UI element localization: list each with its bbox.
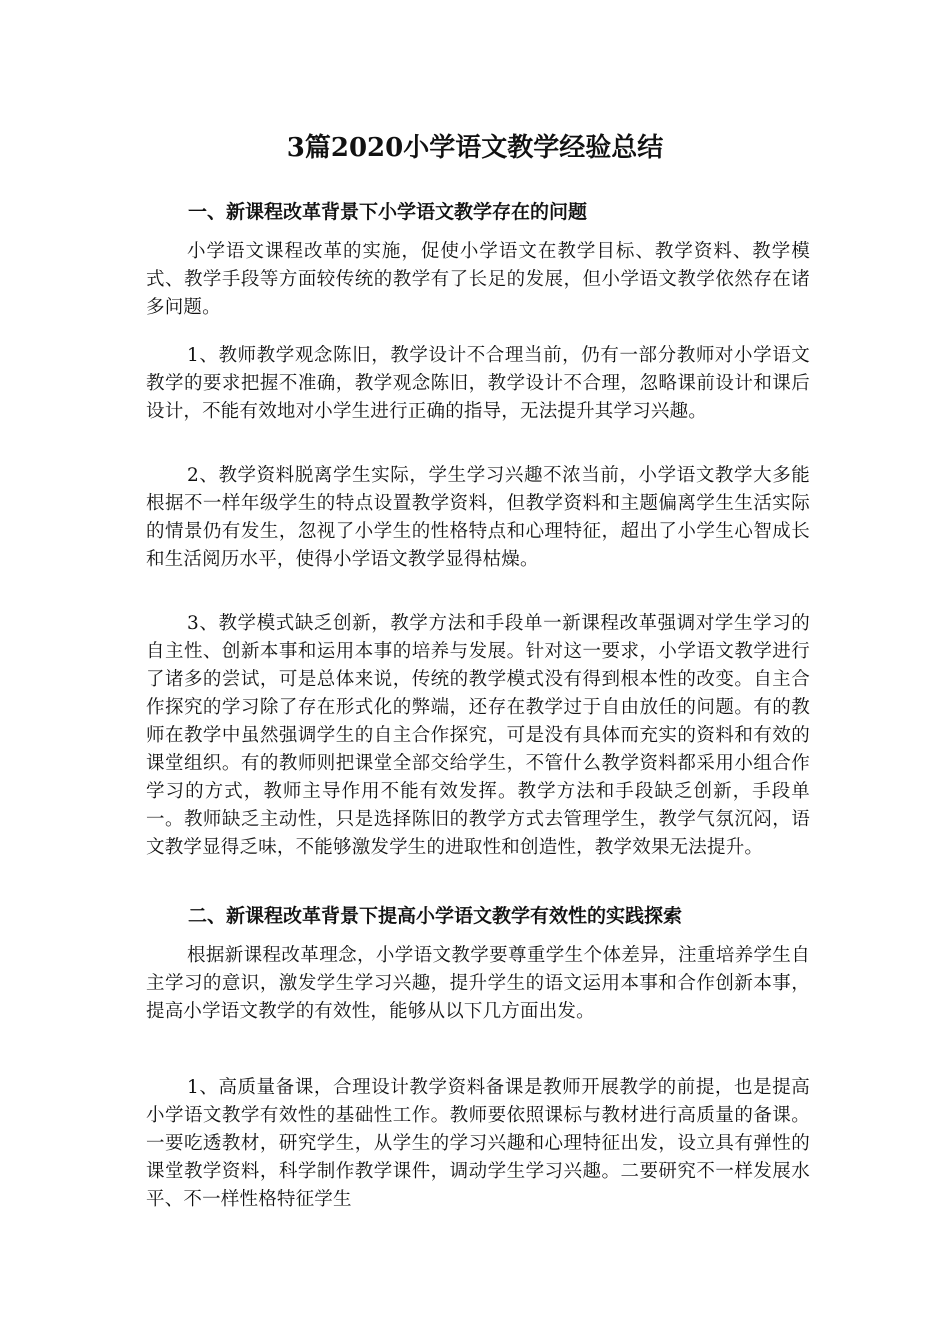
section-heading-1: 一、新课程改革背景下小学语文教学存在的问题 (188, 201, 588, 223)
section-heading-2: 二、新课程改革背景下提高小学语文教学有效性的实践探索 (188, 905, 683, 927)
paragraph: 2、教学资料脱离学生实际，学生学习兴趣不浓当前，小学语文教学大多能根据不一样年级学生的特点设置教学资料，但教学资料和主题偏离学生生活实际的情景仍有发生，忽视了小学生的性格特点和心理特征，超出了小学生心智成长和生活阅历水平，使得小学语文教学显得枯燥。 (146, 465, 810, 570)
paragraph: 根据新课程改革理念，小学语文教学要尊重学生个体差异，注重培养学生自主学习的意识，激发学生学习兴趣，提升学生的语文运用本事和合作创新本事，提高小学语文教学的有效性，能够从以下几方面出发。 (146, 945, 810, 1022)
document-title: 3篇2020小学语文教学经验总结 (286, 133, 664, 163)
paragraph: 1、教师教学观念陈旧，教学设计不合理当前，仍有一部分教师对小学语文教学的要求把握不准确，教学观念陈旧，教学设计不合理，忽略课前设计和课后设计，不能有效地对小学生进行正确的指导，无法提升其学习兴趣。 (146, 345, 810, 422)
paragraph: 3、教学模式缺乏创新，教学方法和手段单一新课程改革强调对学生学习的自主性、创新本事和运用本事的培养与发展。针对这一要求，小学语文教学进行了诸多的尝试，可是总体来说，传统的教学模式没有得到根本性的改变。自主合作探究的学习除了存在形式化的弊端，还存在教学过于自由放任的问题。有的教师在教学中虽然强调学生的自主合作探究，可是没有具体而充实的资料和有效的课堂组织。有的教师则把课堂全部交给学生，不管什么教学资料都采用小组合作学习的方式，教师主导作用不能有效发挥。教学方法和手段缺乏创新，手段单一。教师缺乏主动性，只是选择陈旧的教学方式去管理学生，教学气氛沉闷，语文教学显得乏味，不能够激发学生的进取性和创造性，教学效果无法提升。 (146, 613, 810, 858)
paragraph: 1、高质量备课，合理设计教学资料备课是教师开展教学的前提，也是提高小学语文教学有效性的基础性工作。教师要依照课标与教材进行高质量的备课。一要吃透教材，研究学生，从学生的学习兴趣和心理特征出发，设立具有弹性的课堂教学资料，科学制作教学课件，调动学生学习兴趣。二要研究不一样发展水平、不一样性格特征学生 (146, 1077, 810, 1210)
paragraph: 小学语文课程改革的实施，促使小学语文在教学目标、教学资料、教学模式、教学手段等方面较传统的教学有了长足的发展，但小学语文教学依然存在诸多问题。 (146, 241, 810, 318)
